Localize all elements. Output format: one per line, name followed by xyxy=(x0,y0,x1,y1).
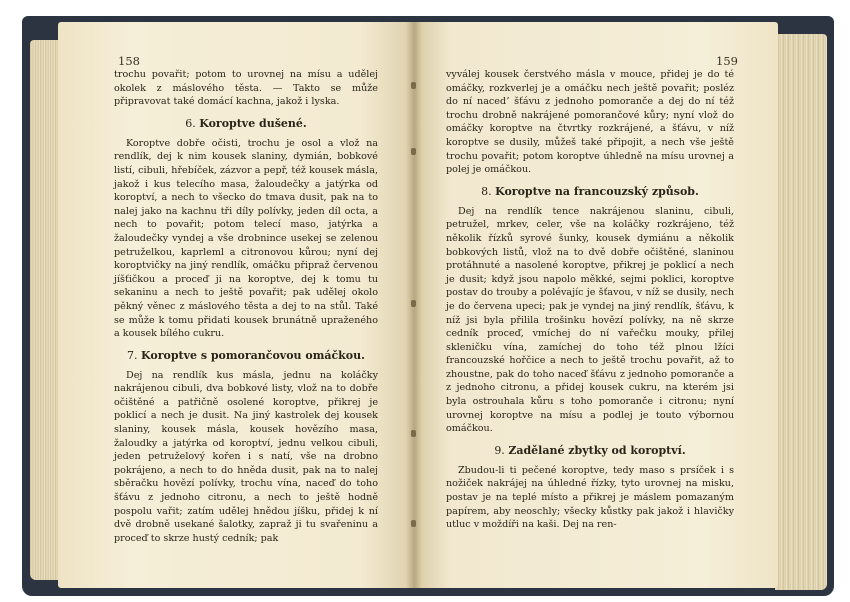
section-8-number: 8. xyxy=(481,184,492,198)
left-page xyxy=(58,22,414,588)
section-9-text: Zbudou-li ti pečené koroptve, tedy maso s prsíček i s nožiček nakrájej na úhledné řízky, tyto urovnej na misku, postav je na teplé místo a přikrej je máslem pomazaným papírem, aby neoschly; všecky kůstky pak jakož i hlavičky utluc v moždíři na kaši. Dej na ren- xyxy=(446,464,734,531)
binding-stitch xyxy=(411,82,416,89)
section-7-text: Dej na rendlík kus másla, jednu na koláčky nakrájenou cibuli, dva bobkové listy, vlož na to dobře očištěné a patřičně osolené koroptve, přikrej je poklicí a nech je dusit. Na jiný kastrolek dej kousek slaniny, kousek másla, kousek hovězího masa, žaloudky a jatýrka od koroptví, jednu velkou cibuli, jeden petruželový kořen i s natí, vše na drobno pokrájeno, a nech to do hněda dusit, pak na to nalej sběračku hovězí polívky, trochu vína, naceď do toho šťávu z jednoho citronu, a nech to ještě hodně pospolu vařit; zatím udělej hnědou jíšku, přidej k ní dvě drobně usekané šalotky, zapraž ji tu svařeninu a proceď to skrze hustý cedník; pak xyxy=(114,369,378,544)
section-6-body xyxy=(114,137,378,341)
left-page-content xyxy=(114,68,378,545)
page-number-left: 158 xyxy=(118,54,140,68)
section-9-heading xyxy=(446,444,734,458)
section-7-title: Koroptve s pomorančovou omáčkou. xyxy=(141,348,365,362)
section-6-number: 6. xyxy=(185,116,196,130)
left-intro-paragraph xyxy=(114,68,378,109)
section-6-title: Koroptve dušené. xyxy=(199,116,307,130)
section-7-body xyxy=(114,369,378,546)
right-page xyxy=(414,22,778,588)
section-8-text: Dej na rendlík tence nakrájenou slaninu, cibuli, petružel, mrkev, celer, vše na koláčky rozkrájeno, též několik řízků syrové šunky, kousek dymiánu a několik bobkových listů, vlož na to dvě dobře očištěné, slaninou protáhnuté a nasolené koroptve, přikrej je poklicí a nech je dusit; když jsou napolo měkké, sejmi poklici, koroptve postav do trouby a polévajíc je šťavou, v níž se dusily, nech je do červena upeci; pak je vyndej na jiný rendlík, šťávu, k níž jsi byla přilila trošinku hovězí polívky, na ně skrze cedník proceď, vmíchej do ní vařečku mouky, přilej skleničku vína, zamíchej do toho též plnou lžíci francouzské hořčice a nech to ještě trochu povařit, až to zhoustne, pak do toho naceď šťávu z jednoho pomoranče a z jednoho citronu, a přidej kousek cukru, na kterém jsi byla ostrouhala kůru s toho pomoranče i citronu; nyní urovnej koroptve na mísu a podlej je touto výbornou omáčkou. xyxy=(446,205,734,435)
page-edges-right xyxy=(775,34,827,590)
section-6-text: Koroptve dobře očisti, trochu je osol a vlož na rendlík, dej k nim kousek slaniny, dymián, bobkové listí, cibuli, hřebíček, zázvor a pepř, též kousek másla, jakož i kus telecího masa, žaloudečky a jatýrka od koroptví, a nech to všecko do tmava dusit, pak na to nalej jako na kachnu tři díly polívky, jeden díl octa, a nech to povařit; potom telecí maso, jatýrka a žaloudečky vyndej a vše drobnince usekej se zelenou petruželkou, kaprleml a citronovou kůrou; nyní dej koroptvičky na jiný rendlík, omáčku připraž červenou jíšťičkou a proceď ji na koroptve, dej k tomu tu sekaninu a nech to ještě povařit; pak udělej okolo pěkný věnec z máslového těsta a dej to na stůl. Také se může k tomu přidati kousek brunátně upraženého a kousek bílého cukru. xyxy=(114,137,378,340)
section-8-title: Koroptve na francouzský způsob. xyxy=(495,184,699,198)
left-intro-text: trochu povařit; potom to urovnej na mísu a udělej okolek z máslového těsta. — Takto se může připravovat také domácí kachna, jakož i lyska. xyxy=(114,69,378,108)
section-6-heading xyxy=(114,117,378,131)
section-7-number: 7. xyxy=(127,348,138,362)
right-intro-paragraph xyxy=(446,68,734,177)
section-9-number: 9. xyxy=(494,443,505,457)
section-7-heading xyxy=(114,349,378,363)
section-8-body xyxy=(446,205,734,436)
section-9-body xyxy=(446,464,734,532)
right-page-content xyxy=(446,68,734,532)
binding-stitch xyxy=(411,520,416,527)
binding-stitch xyxy=(411,148,416,155)
section-9-title: Zadělané zbytky od koroptví. xyxy=(508,443,686,457)
binding-stitch xyxy=(411,300,416,307)
binding-stitch xyxy=(411,430,416,437)
right-intro-text: vyválej kousek čerstvého másla v mouce, přidej je do té omáčky, rozkverlej je a omáčku nech ještě povařit; posléz do ní nacedʼ šťávu z jednoho pomoranče a dej do ní též trochu drobně nakrájené pomorančové kůry; nyní vlož do omáčky koroptve na čtvrtky rozkrájené, a šťávu, v níž koroptve se dusily, můžeš také připojit, a nech vše ještě trochu povařit; potom koroptve úhledně na mísu urovnej a polej je omáčkou. xyxy=(446,69,734,176)
section-8-heading xyxy=(446,185,734,199)
page-number-right: 159 xyxy=(716,54,738,68)
